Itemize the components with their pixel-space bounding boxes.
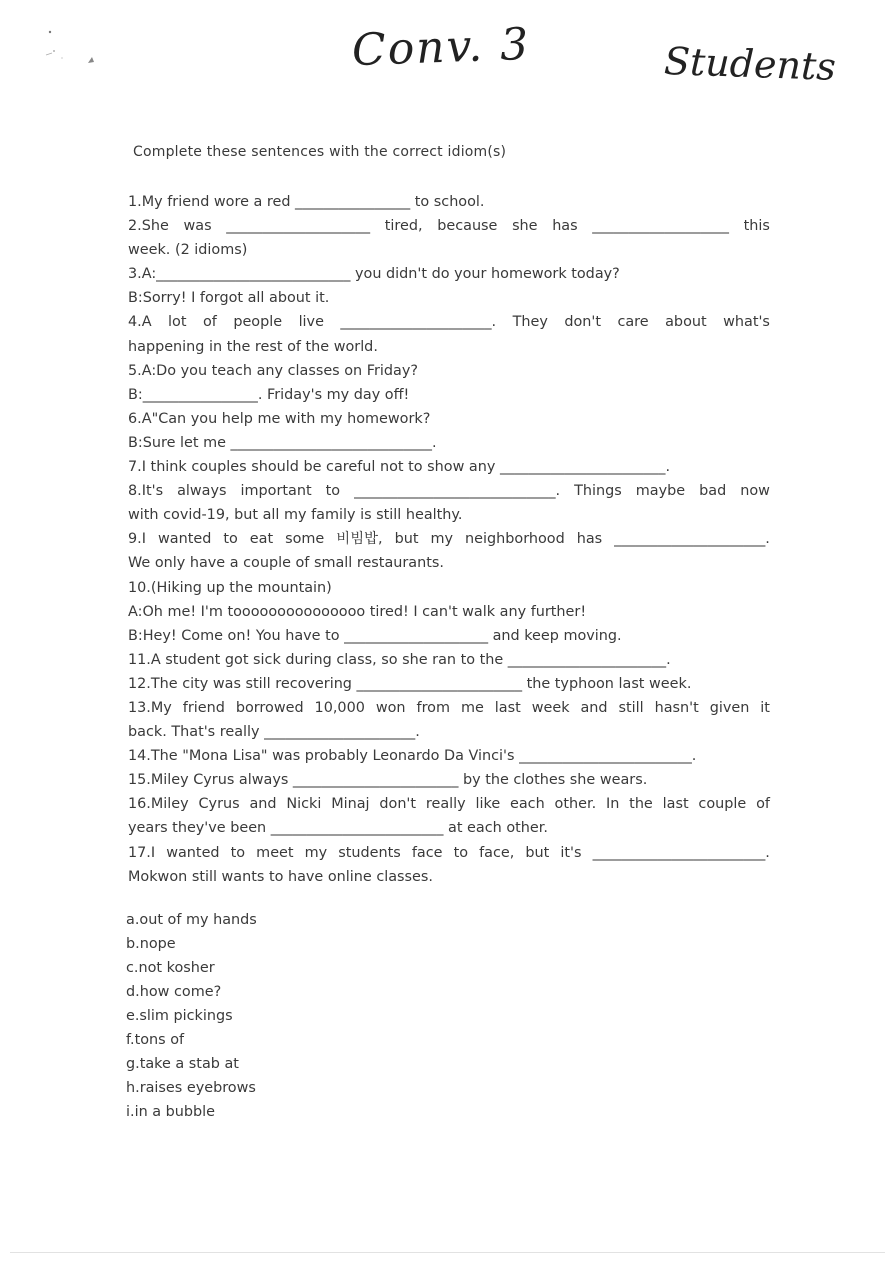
answer-b: b.nope bbox=[126, 936, 176, 952]
question-7: 7.I think couples should be careful not to show any _______________________. bbox=[128, 459, 671, 476]
question-8-line-2: with covid-19, but all my family is still healthy. bbox=[128, 507, 463, 524]
word: of bbox=[202, 314, 217, 331]
word: 8.It's bbox=[128, 483, 164, 500]
word: won bbox=[375, 699, 406, 716]
word: tired, bbox=[384, 218, 423, 235]
question-10-line-2: A:Oh me! I'm tooooooooooooooo tired! I can't walk any further! bbox=[128, 603, 587, 620]
word: my bbox=[430, 531, 454, 548]
word: the bbox=[629, 796, 653, 813]
question-9-line-2: We only have a couple of small restaurants. bbox=[128, 555, 444, 572]
handwritten-title: Conv. 3 bbox=[351, 18, 531, 77]
word: about bbox=[665, 314, 707, 331]
word: and bbox=[580, 699, 608, 716]
word: to bbox=[325, 483, 341, 500]
word: last bbox=[662, 796, 689, 813]
word: what's bbox=[723, 314, 770, 331]
word: 9.I bbox=[128, 531, 146, 548]
word: borrowed bbox=[235, 699, 304, 716]
question-list bbox=[128, 190, 770, 889]
question-10-line-1: 10.(Hiking up the mountain) bbox=[128, 579, 332, 596]
answer-a: a.out of my hands bbox=[126, 912, 257, 928]
word: ________________________. bbox=[592, 844, 770, 861]
word: it's bbox=[560, 844, 582, 861]
word: maybe bbox=[635, 483, 686, 500]
word: friend bbox=[182, 699, 225, 716]
word: 비빔밥, bbox=[336, 531, 383, 548]
word: like bbox=[475, 796, 501, 813]
word: face, bbox=[479, 844, 515, 861]
word: hasn't bbox=[654, 699, 699, 716]
word: 13.My bbox=[128, 699, 172, 716]
word: was bbox=[183, 218, 212, 235]
word: Minaj bbox=[331, 796, 370, 813]
question-4-line-2: happening in the rest of the world. bbox=[128, 338, 378, 355]
word: Cyrus bbox=[198, 796, 240, 813]
word: wanted bbox=[157, 531, 212, 548]
word: Things bbox=[574, 483, 622, 500]
question-4-line-1 bbox=[128, 310, 770, 334]
question-17-line-1 bbox=[128, 841, 770, 865]
question-1: 1.My friend wore a red ________________ to school. bbox=[128, 194, 485, 210]
word: some bbox=[285, 531, 325, 548]
word: people bbox=[233, 314, 283, 331]
question-16-line-1 bbox=[128, 792, 770, 816]
word: wanted bbox=[166, 844, 220, 861]
question-5-line-2: B:________________. Friday's my day off! bbox=[128, 386, 410, 403]
word: They bbox=[512, 314, 548, 331]
question-3-line-1: 3.A:___________________________ you didn't do your homework today? bbox=[128, 266, 620, 283]
scan-bottom-edge bbox=[10, 1252, 885, 1253]
word: really bbox=[425, 796, 466, 813]
word: last bbox=[494, 699, 521, 716]
word: ____________________________. bbox=[354, 483, 561, 500]
answer-f: f.tons of bbox=[126, 1032, 185, 1048]
word: because bbox=[437, 218, 498, 235]
answer-c: c.not kosher bbox=[126, 960, 215, 976]
word: Nicki bbox=[286, 796, 322, 813]
question-10-line-3: B:Hey! Come on! You have to ____________________ and keep moving. bbox=[128, 627, 622, 644]
question-13-line-1 bbox=[128, 696, 770, 720]
word: my bbox=[304, 844, 328, 861]
question-8-line-1 bbox=[128, 479, 770, 503]
question-2-line-2: week. (2 idioms) bbox=[128, 242, 248, 259]
word: me bbox=[460, 699, 484, 716]
word: students bbox=[338, 844, 401, 861]
word: to bbox=[223, 531, 238, 548]
word: neighborhood bbox=[465, 531, 565, 548]
word: each bbox=[510, 796, 545, 813]
question-3-line-2: B:Sorry! I forgot all about it. bbox=[128, 290, 330, 307]
question-17-line-2: Mokwon still wants to have online classes. bbox=[128, 868, 433, 885]
word: week bbox=[531, 699, 570, 716]
word: don't bbox=[379, 796, 417, 813]
question-5-line-1: 5.A:Do you teach any classes on Friday? bbox=[128, 362, 418, 379]
word: to bbox=[230, 844, 246, 861]
word: bad bbox=[699, 483, 727, 500]
word: ___________________ bbox=[592, 218, 729, 235]
word: ____________________ bbox=[226, 218, 371, 235]
word: still bbox=[618, 699, 644, 716]
question-9-line-1 bbox=[128, 527, 770, 551]
answer-choices bbox=[126, 908, 257, 1124]
question-6-line-2: B:Sure let me ____________________________. bbox=[128, 434, 437, 451]
question-2-line-1 bbox=[128, 214, 770, 238]
word: other. bbox=[554, 796, 597, 813]
word: from bbox=[416, 699, 451, 716]
scan-specks bbox=[40, 25, 110, 80]
answer-h: h.raises eyebrows bbox=[126, 1080, 256, 1096]
question-11: 11.A student got sick during class, so she ran to the ______________________. bbox=[128, 651, 671, 668]
word: face bbox=[411, 844, 443, 861]
answer-e: e.slim pickings bbox=[126, 1008, 233, 1024]
question-6-line-1: 6.A"Can you help me with my homework? bbox=[128, 410, 431, 427]
word: it bbox=[760, 699, 770, 716]
word: care bbox=[617, 314, 649, 331]
answer-g: g.take a stab at bbox=[126, 1056, 239, 1072]
word: lot bbox=[168, 314, 187, 331]
word: 2.She bbox=[128, 218, 169, 235]
word: but bbox=[525, 844, 550, 861]
word: important bbox=[240, 483, 312, 500]
word: 17.I bbox=[128, 844, 156, 861]
word: has bbox=[552, 218, 578, 235]
word: given bbox=[709, 699, 750, 716]
word: eat bbox=[249, 531, 274, 548]
word: don't bbox=[564, 314, 601, 331]
word: this bbox=[743, 218, 770, 235]
word: but bbox=[394, 531, 419, 548]
word: she bbox=[512, 218, 538, 235]
word: of bbox=[756, 796, 770, 813]
answer-d: d.how come? bbox=[126, 984, 222, 1000]
word: has bbox=[576, 531, 603, 548]
word: _____________________. bbox=[614, 531, 770, 548]
answer-i: i.in a bubble bbox=[126, 1104, 216, 1120]
word: to bbox=[453, 844, 469, 861]
question-14: 14.The "Mona Lisa" was probably Leonardo Da Vinci's ________________________. bbox=[128, 748, 697, 765]
word: In bbox=[605, 796, 620, 813]
word: and bbox=[249, 796, 277, 813]
word: _____________________. bbox=[340, 314, 497, 331]
question-13-line-2: back. That's really _____________________. bbox=[128, 724, 420, 741]
word: now bbox=[740, 483, 770, 500]
handwritten-label: Students bbox=[663, 39, 837, 89]
question-12: 12.The city was still recovering _______________________ the typhoon last week. bbox=[128, 675, 692, 692]
word: meet bbox=[256, 844, 294, 861]
word: couple bbox=[698, 796, 747, 813]
word: always bbox=[177, 483, 227, 500]
word: 4.A bbox=[128, 314, 152, 331]
instruction: Complete these sentences with the correct idiom(s) bbox=[133, 144, 507, 160]
question-16-line-2: years they've been ________________________ at each other. bbox=[128, 820, 548, 837]
word: 10,000 bbox=[314, 699, 365, 716]
word: live bbox=[298, 314, 324, 331]
question-15: 15.Miley Cyrus always _______________________ by the clothes she wears. bbox=[128, 772, 648, 789]
word: 16.Miley bbox=[128, 796, 189, 813]
